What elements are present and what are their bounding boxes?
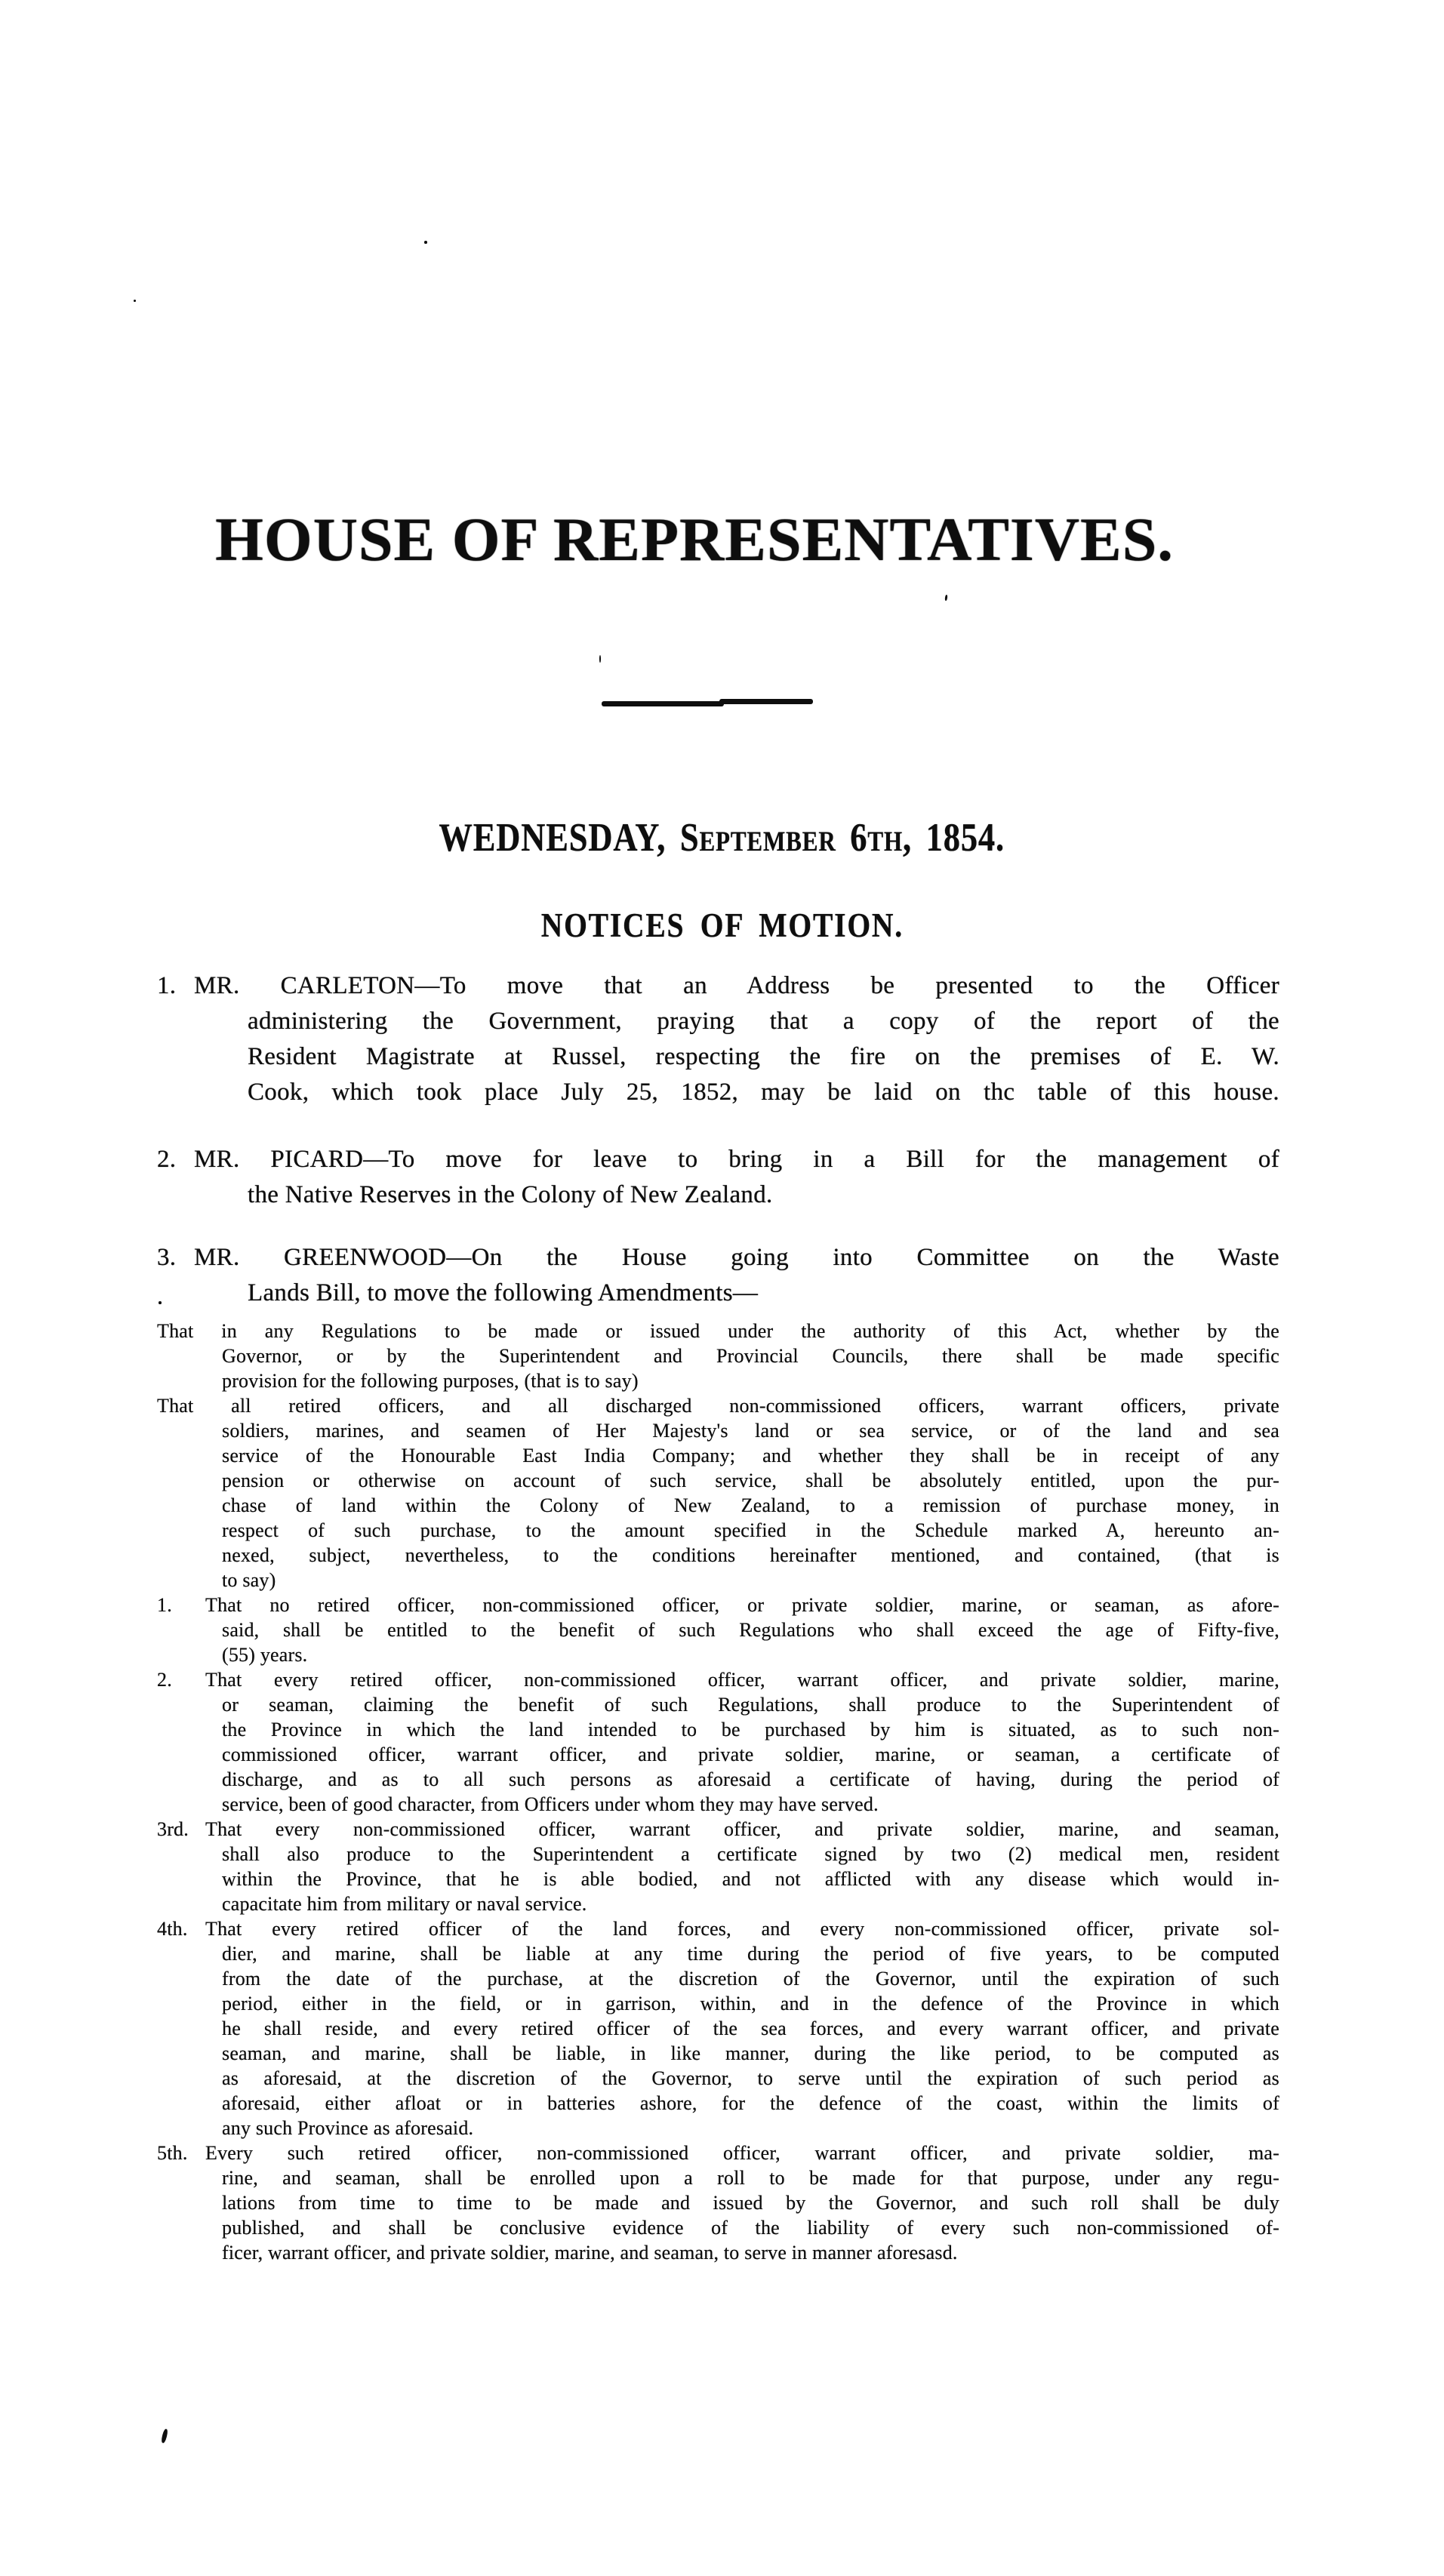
text-line: said, shall be entitled to the benefit of such Regulations who shall exceed the age of Fifty-five,: [222, 1619, 1279, 1641]
text-line: Governor, or by the Superintendent and Provincial Councils, there shall be made specific: [222, 1345, 1279, 1367]
text-line: soldiers, marines, and seamen of Her Majesty's land or sea service, or of the land and sea: [222, 1420, 1279, 1442]
sitting-date-text: WEDNESDAY, September 6th, 1854.: [439, 816, 1005, 860]
divider-rule: [602, 701, 724, 706]
text-line: shall also produce to the Superintendent a certificate signed by two (2) medical men, resident: [222, 1843, 1279, 1865]
item-number: 2.: [157, 1146, 177, 1173]
text-line: discharge, and as to all such persons as aforesaid a certificate of having, during the period of: [222, 1768, 1279, 1790]
text-line: rine, and seaman, shall be enrolled upon a roll to be made for that purpose, under any regu-: [222, 2167, 1279, 2189]
text-line: That every retired officer, non-commissioned officer, warrant officer, and private soldier, marine, 2.: [157, 1669, 1279, 1691]
text-line: Lands Bill, to move the following Amendments—: [248, 1279, 759, 1306]
section-heading-text: NOTICES OF MOTION.: [540, 906, 904, 944]
text-line: capacitate him from military or naval service.: [222, 1893, 587, 1915]
ink-speck: [944, 595, 947, 601]
text-line: That in any Regulations to be made or issued under the authority of this Act, whether by the: [157, 1320, 1279, 1342]
text-line: nexed, subject, nevertheless, to the conditions hereinafter mentioned, and contained, (that is: [222, 1544, 1279, 1566]
amendment-paragraph: [157, 1593, 1279, 1667]
text-line: (55) years.: [222, 1644, 308, 1666]
notices-of-motion-list: [157, 968, 1279, 1311]
text-line: service, been of good character, from Officers under whom they may have served.: [222, 1793, 879, 1815]
text-line: That every retired officer of the land forces, and every non-commissioned officer, private sol- 4th.: [157, 1918, 1279, 1940]
text-line: pension or otherwise on account of such service, shall be absolutely entitled, upon the pur-: [222, 1470, 1279, 1491]
text-line: provision for the following purposes, (that is to say): [222, 1370, 639, 1392]
item-number: 2.: [157, 1669, 172, 1691]
amendment-paragraph: [157, 1916, 1279, 2141]
text-line: That every non-commissioned officer, warrant officer, and private soldier, marine, and seaman, 3rd.: [157, 1818, 1279, 1840]
motion-paragraph: [157, 1240, 1279, 1311]
amendment-paragraph: [157, 1667, 1279, 1817]
text-line: Resident Magistrate at Russel, respecting the fire on the premises of E. W.: [248, 1043, 1279, 1070]
text-line: Every such retired officer, non-commissioned officer, warrant officer, and private soldier, ma- 5th.: [157, 2142, 1279, 2164]
divider-rule: [719, 699, 813, 704]
ink-speck: [134, 300, 136, 302]
sitting-date: [0, 815, 1444, 860]
text-line: he shall reside, and every retired officer of the sea forces, and every warrant officer, and private: [222, 2017, 1279, 2039]
text-line: or seaman, claiming the benefit of such Regulations, shall produce to the Superintendent of: [222, 1694, 1279, 1716]
item-number: 3rd.: [157, 1818, 189, 1840]
text-line: aforesaid, either afloat or in batteries ashore, for the defence of the coast, within the limits of: [222, 2092, 1279, 2114]
item-number: 1.: [157, 1594, 172, 1616]
text-line: the Native Reserves in the Colony of New Zealand.: [248, 1181, 773, 1208]
text-line: to say): [222, 1569, 276, 1591]
ink-speck: [159, 1301, 162, 1304]
text-line: respect of such purchase, to the amount specified in the Schedule marked A, hereunto an-: [222, 1519, 1279, 1541]
motion-paragraph: [157, 1142, 1279, 1213]
item-number: 3.: [157, 1244, 177, 1271]
text-line: MR. CARLETON—To move that an Address be presented to the Officer 1.: [157, 968, 1279, 1004]
text-line: from the date of the purchase, at the discretion of the Governor, until the expiration of such: [222, 1968, 1279, 1990]
text-line: That no retired officer, non-commissioned officer, or private soldier, marine, or seaman, as afore- 1.: [157, 1594, 1279, 1616]
text-line: published, and shall be conclusive evidence of the liability of every such non-commissioned of-: [222, 2217, 1279, 2239]
text-line: seaman, and marine, shall be liable, in like manner, during the like period, to be computed as: [222, 2042, 1279, 2064]
amendment-paragraph: [157, 1817, 1279, 1916]
page-title: HOUSE OF REPRESENTATIVES.: [215, 505, 1174, 574]
item-number: 5th.: [157, 2142, 188, 2164]
item-number: 1.: [157, 972, 177, 999]
text-line: administering the Government, praying that a copy of the report of the: [248, 1008, 1279, 1035]
text-line: commissioned officer, warrant officer, and private soldier, marine, or seaman, a certificate of: [222, 1743, 1279, 1765]
text-line: MR. GREENWOOD—On the House going into Committee on the Waste 3.: [157, 1240, 1279, 1276]
text-line: period, either in the field, or in garrison, within, and in the defence of the Province in which: [222, 1993, 1279, 2014]
text-line: MR. PICARD—To move for leave to bring in a Bill for the management of 2.: [157, 1142, 1279, 1177]
amendments-list: [157, 1319, 1279, 2265]
ink-speck: [599, 655, 601, 663]
text-line: as aforesaid, at the discretion of the Governor, to serve until the expiration of such period as: [222, 2067, 1279, 2089]
ink-speck: [424, 241, 427, 244]
motion-paragraph: [157, 968, 1279, 1110]
body-text: [157, 968, 1279, 2265]
amendment-paragraph: [157, 2141, 1279, 2265]
text-line: within the Province, that he is able bodied, and not afflicted with any disease which would in-: [222, 1868, 1279, 1890]
text-line: chase of land within the Colony of New Zealand, to a remission of purchase money, in: [222, 1494, 1279, 1516]
text-line: any such Province as aforesaid.: [222, 2117, 474, 2139]
section-heading: [0, 906, 1444, 945]
amendment-paragraph: [157, 1393, 1279, 1593]
text-line: dier, and marine, shall be liable at any time during the period of five years, to be computed: [222, 1943, 1279, 1965]
text-line: lations from time to time to be made and issued by the Governor, and such roll shall be duly: [222, 2192, 1279, 2214]
item-number: 4th.: [157, 1918, 188, 1940]
text-line: That all retired officers, and all discharged non-commissioned officers, warrant officers, private: [157, 1395, 1279, 1417]
amendment-paragraph: [157, 1319, 1279, 1393]
text-line: Cook, which took place July 25, 1852, may be laid on thc table of this house.: [248, 1079, 1279, 1106]
text-line: service of the Honourable East India Company; and whether they shall be in receipt of any: [222, 1445, 1279, 1467]
ink-speck: [161, 2429, 168, 2444]
text-line: ficer, warrant officer, and private soldier, marine, and seaman, to serve in manner aforesasd.: [222, 2242, 958, 2264]
text-line: the Province in which the land intended to be purchased by him is situated, as to such non-: [222, 1719, 1279, 1740]
